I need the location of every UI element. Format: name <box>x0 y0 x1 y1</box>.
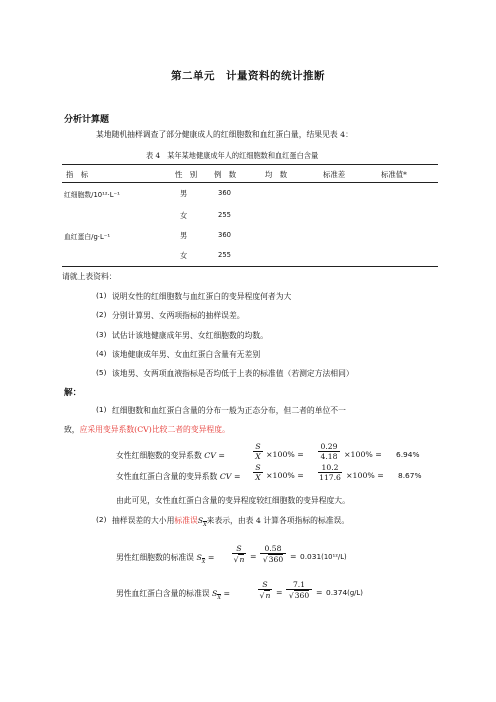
table-cell-count: 255 <box>218 211 231 219</box>
table-cell-count: 360 <box>218 231 231 239</box>
equals-sign: = <box>316 588 323 597</box>
equals-sign: = <box>223 589 230 598</box>
table-caption: 表 4 某年某地健康成年人的红细胞数和血红蛋白含量 <box>146 151 319 160</box>
table-header-standard: 标准值* <box>381 170 407 179</box>
question-text: 试估计该地健康成年男、女红细胞数的均数。 <box>112 331 268 340</box>
answer-text-highlight: 标准误 <box>174 516 198 525</box>
answer-text-highlight: 应采用变异系数(CV)比较二者的变异程度。 <box>79 425 230 434</box>
answer-text <box>64 424 230 435</box>
formula-result: 8.67% <box>398 471 422 480</box>
answer-text <box>112 515 349 528</box>
answer-label: 解： <box>64 388 82 398</box>
result-value: 0.031 <box>300 552 322 561</box>
table-header-rule <box>62 182 438 183</box>
cv-symbol: CV <box>219 472 232 481</box>
equals-sign: = <box>207 553 215 562</box>
sqrt-n: n <box>265 591 271 600</box>
equals-sign: = <box>290 552 297 561</box>
times-100: ×100% = <box>346 471 384 480</box>
numerator-value: 7.1 <box>286 580 312 590</box>
table-header-sex: 性 别 <box>175 170 198 179</box>
equals-sign: = <box>250 552 257 561</box>
fraction-values: $\frac{0.58}{√360}$ <box>260 544 286 564</box>
equals-sign: = <box>276 588 283 597</box>
question-text: 该地健康成年男、女血红蛋白含量有无差别 <box>112 350 261 359</box>
table-header-count: 例 数 <box>214 170 237 179</box>
question-number: (5) <box>96 368 107 377</box>
denominator-value: 117.6 <box>319 473 341 482</box>
fraction-values: $\frac{7.1}{√360}$ <box>286 580 312 600</box>
formula-label: 男性血红蛋白含量的标准误 <box>116 589 210 598</box>
section-heading: 分析计算题 <box>64 115 110 125</box>
formula-result: 6.94% <box>396 450 420 459</box>
intro-paragraph: 某地随机抽样调查了部分健康成人的红细胞数和血红蛋白量，结果见表 4： <box>96 130 353 139</box>
table-cell-sex: 女 <box>180 211 188 220</box>
denominator-value: 360 <box>268 555 284 564</box>
equals-sign: = <box>218 451 225 460</box>
table-cell-indicator: 血红蛋白/g·L⁻¹ <box>64 233 111 241</box>
answer-text: 红细胞数和血红蛋白含量的分布一般为正态分布，但二者的单位不一 <box>112 406 346 415</box>
formula-se-rbc <box>116 552 214 565</box>
formula-se-hb <box>116 588 230 601</box>
fraction-values <box>318 463 342 482</box>
table-header-indicator: 指 标 <box>66 170 89 179</box>
answer-text-plain: 致， <box>64 425 80 434</box>
result-unit: (g/L) <box>347 589 363 597</box>
numerator-s: S <box>253 442 263 452</box>
result-value: 0.374 <box>326 588 348 597</box>
table-cell-sex: 男 <box>180 231 188 240</box>
result-unit: (10¹²/L) <box>321 553 347 561</box>
table-cell-sex: 男 <box>180 189 188 198</box>
numerator-s: S <box>232 544 246 554</box>
times-100: ×100% = <box>266 471 304 480</box>
question-number: (1) <box>96 291 107 300</box>
answer-text-plain: 来表示，由表 4 计算各项指标的标准误。 <box>206 516 350 525</box>
times-100: ×100% = <box>344 450 382 459</box>
table-header-mean: 均 数 <box>265 170 288 179</box>
numerator-s: S <box>253 463 263 473</box>
prompt-text: 请就上表资料： <box>62 272 117 281</box>
formula-cv-hb <box>116 471 240 482</box>
table-top-rule <box>62 164 438 165</box>
se-symbol: $S_X$ <box>197 516 207 528</box>
question-number: (4) <box>96 349 107 358</box>
formula-label: 男性红细胞数的标准误 <box>116 553 194 562</box>
question-number: (2) <box>96 310 107 319</box>
formula-result <box>300 552 347 561</box>
fraction-s-over-sqrt-n: $\frac{S}{√n}$ <box>233 544 245 564</box>
se-symbol: $S_X$ <box>196 553 206 565</box>
question-text: 该地男、女两项血液指标是否均低于上表的标准值（若测定方法相同） <box>112 369 354 378</box>
page-title: 第二单元 计量资料的统计推断 <box>171 70 325 82</box>
formula-label: 女性红细胞数的变异系数 <box>116 451 202 460</box>
formula-cv-rbc <box>116 450 225 461</box>
fraction-values <box>318 442 340 461</box>
denominator-xbar: X <box>255 452 261 461</box>
se-symbol: $S_X$ <box>212 589 221 601</box>
table-bottom-rule <box>62 266 438 267</box>
table-cell-count: 360 <box>218 189 231 197</box>
question-text: 分别计算男、女两项指标的抽样误差。 <box>112 311 245 320</box>
answer-number: (1) <box>96 405 107 414</box>
question-text: 说明女性的红细胞数与血红蛋白的变异程度何者为大 <box>112 292 292 301</box>
question-number: (3) <box>96 330 107 339</box>
formula-result <box>326 588 363 597</box>
table-header-sd: 标准差 <box>323 170 346 179</box>
answer-number: (2) <box>96 515 107 524</box>
denominator-value: 360 <box>294 591 310 600</box>
sqrt-n: n <box>239 555 245 564</box>
equals-sign: = <box>233 472 241 481</box>
numerator-value: 0.29 <box>318 442 340 452</box>
times-100: ×100% = <box>266 450 304 459</box>
table-cell-sex: 女 <box>180 251 188 260</box>
table-cell-count: 255 <box>218 251 231 259</box>
table-cell-indicator: 红细胞数/10¹²·L⁻¹ <box>64 191 120 199</box>
denominator-xbar: X <box>255 473 261 482</box>
numerator-value: 10.2 <box>318 463 342 473</box>
answer-text-plain: 抽样误差的大小用 <box>112 516 175 525</box>
conclusion-text: 由此可见，女性血红蛋白含量的变异程度较红细胞数的变异程度大。 <box>116 496 350 505</box>
denominator-value: 4.18 <box>320 452 338 461</box>
numerator-s: S <box>258 580 272 590</box>
formula-label: 女性血红蛋白含量的变异系数 <box>116 472 218 481</box>
fraction-s-over-sqrt-n: $\frac{S}{√n}$ <box>259 580 271 600</box>
fraction-s-over-x <box>253 442 263 461</box>
fraction-s-over-x <box>253 463 263 482</box>
numerator-value: 0.58 <box>260 544 286 554</box>
cv-symbol: CV <box>204 451 216 460</box>
